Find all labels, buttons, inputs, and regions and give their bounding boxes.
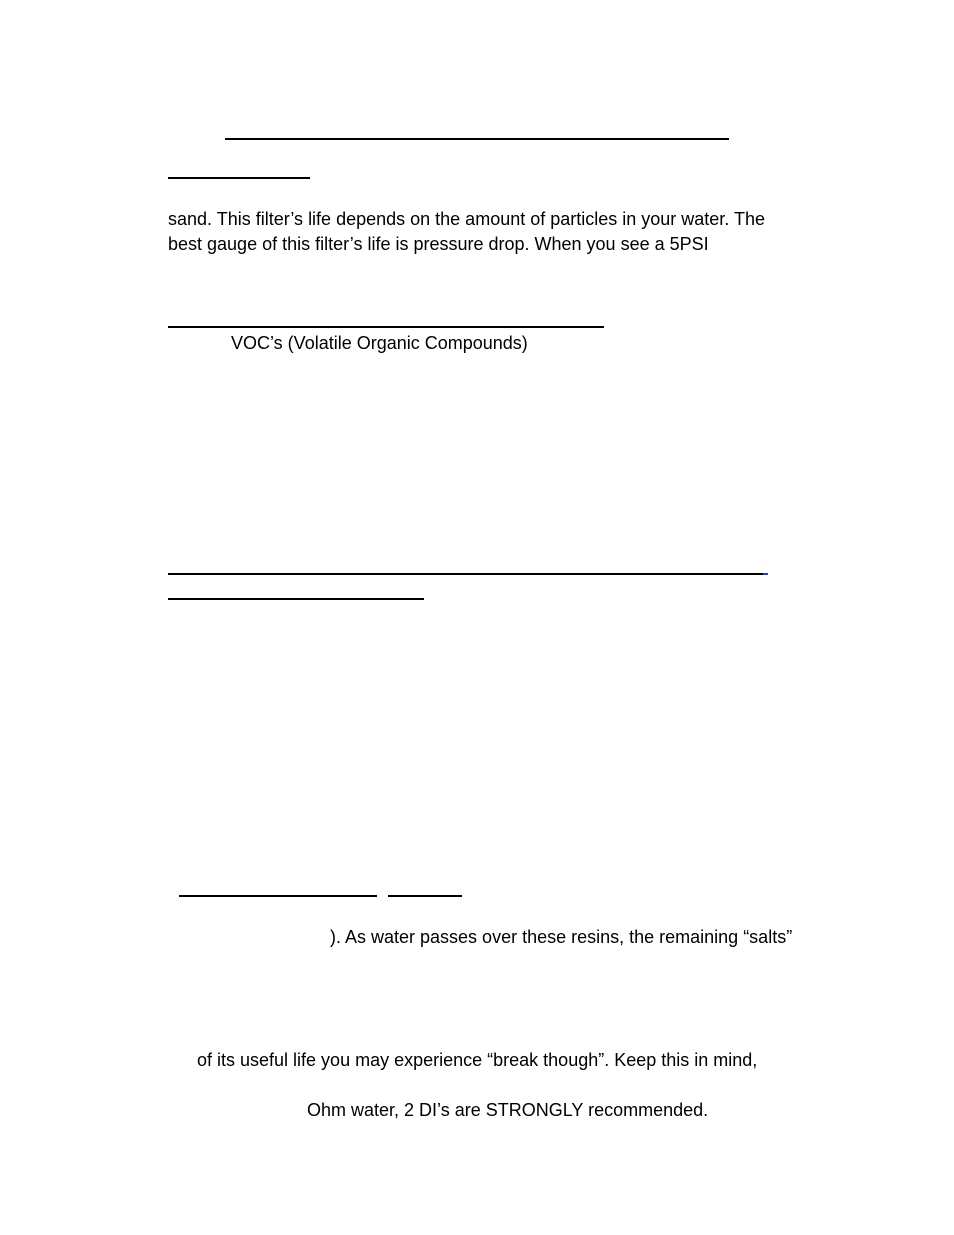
title-underline bbox=[225, 138, 729, 140]
section-underline-second bbox=[168, 598, 424, 600]
sediment-text-line-1: sand. This filter’s life depends on the amount of particles in your water. The bbox=[168, 209, 766, 229]
di-text-line-3: Ohm water, 2 DI’s are STRONGLY recommended. bbox=[307, 1100, 709, 1120]
sediment-heading-underline bbox=[168, 177, 310, 179]
sediment-text-line-2: best gauge of this filter’s life is pressure drop. When you see a 5PSI bbox=[168, 234, 709, 254]
di-text-line-2: of its useful life you may experience “break though”. Keep this in mind, bbox=[197, 1050, 758, 1070]
section-underline-long bbox=[168, 573, 763, 575]
carbon-heading-underline bbox=[168, 326, 604, 328]
section-underline-link-tail bbox=[763, 573, 768, 575]
di-heading-underline-1 bbox=[179, 895, 377, 897]
di-text-line-1: ). As water passes over these resins, the remaining “salts” bbox=[330, 927, 793, 947]
di-heading-underline-2 bbox=[388, 895, 462, 897]
carbon-text-line-1: VOC’s (Volatile Organic Compounds) bbox=[231, 333, 528, 353]
